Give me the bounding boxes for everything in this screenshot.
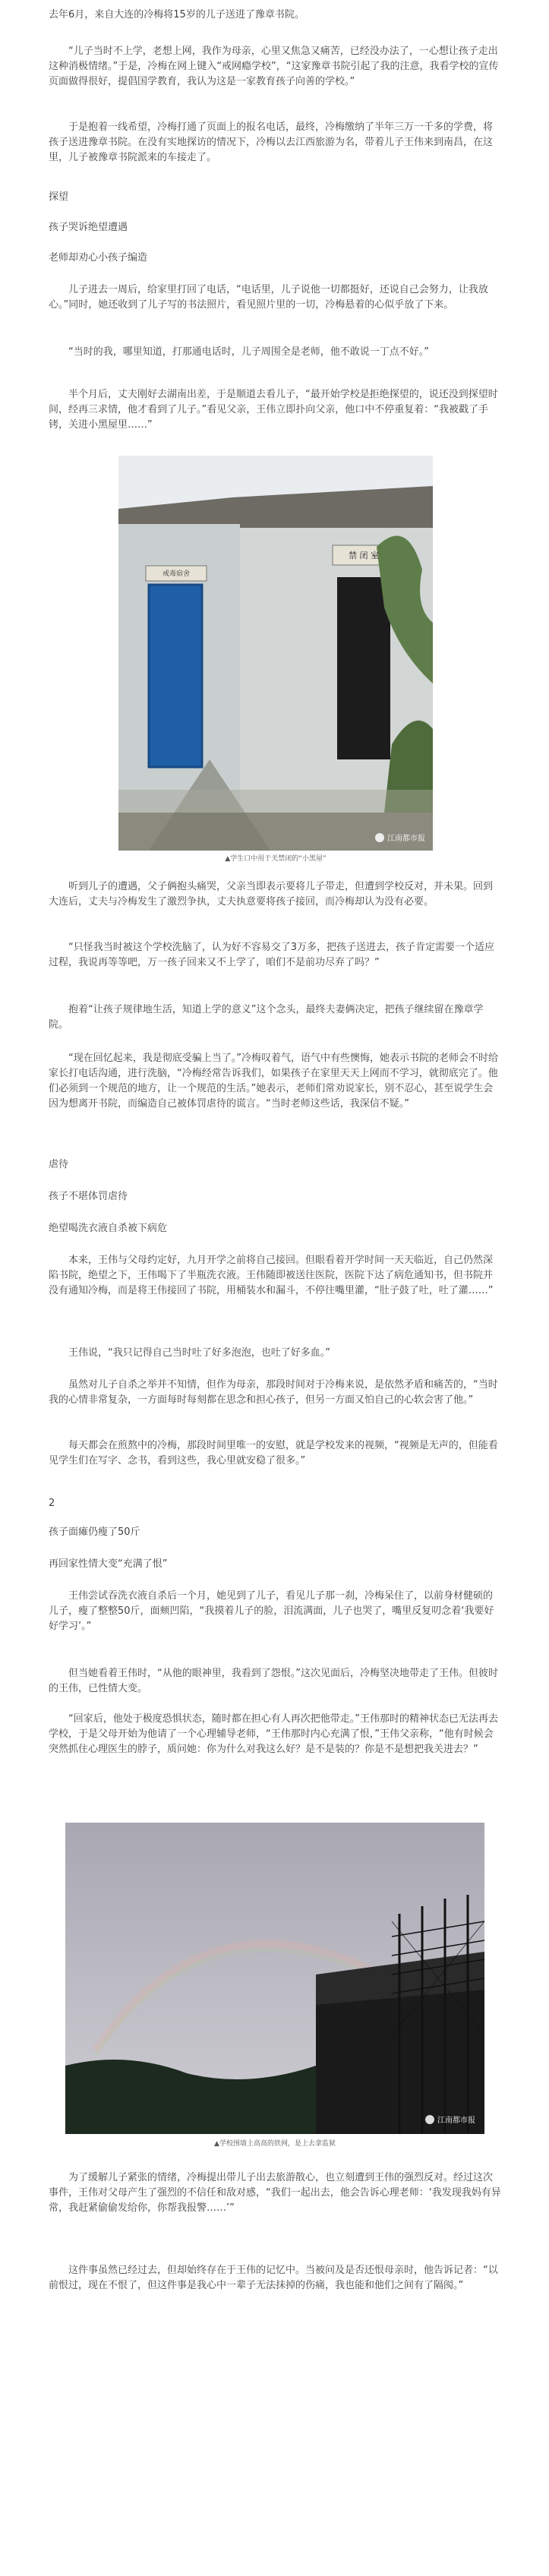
door-sign-right: 禁 闭 室: [349, 551, 379, 560]
paragraph: “儿子当时不上学，老想上网，我作为母亲，心里又焦急又痛苦，已经没办法了，一心想让孩子走出这种消极情绪。”于是，冷梅在网上键入“戒网瘾学校”，“这家豫章书院引起了我的注意，我看学校的宣传页面做得很好，提倡国学教育，我认为这是一家教育孩子向善的学校。”: [49, 46, 499, 87]
watermark-text: 江南都市报: [387, 835, 425, 843]
paragraph: 每天都会在煎熬中的冷梅，那段时间里唯一的安慰，就是学校发来的视频，“视频是无声的，但能看见学生们在写字、念书，看到这些，我心里就安稳了很多。”: [49, 1440, 498, 1466]
section-subheading: 孩子哭诉绝望遭遇: [49, 222, 128, 233]
paragraph: “只怪我当时被这个学校洗脑了，认为好不容易交了3万多，把孩子送进去，孩子肯定需要一个适应过程，我说再等等吧，万一孩子回来又不上学了，咱们不是前功尽弃了吗？”: [49, 942, 495, 968]
section-subheading: 孩子不堪体罚虐待: [49, 1191, 128, 1202]
door-sign-left: 戒毒宿舍: [162, 570, 190, 578]
watermark-logo-icon: [425, 2115, 434, 2124]
photo-caption: ▲学生口中用于关禁闭的“小黑屋”: [225, 855, 327, 863]
paragraph: 虽然对儿子自杀之举并不知情，但作为母亲，那段时间对于冷梅来说，是依然矛盾和痛苦的，“当时我的心情非常复杂，一方面每时每刻都在思念和担心孩子，但另一方面又怕自己的心软会害了他。”: [49, 1379, 498, 1406]
watermark: [375, 832, 425, 843]
paragraph: 于是抱着一线希望，冷梅打通了页面上的报名电话，最终，冷梅缴纳了半年三万一千多的学费，将孩子送进豫章书院。在没有实地探访的情况下，冷梅以去江西旅游为名，带着儿子王伟来到南昌，在这里，儿子被豫章书院派来的车接走了。: [49, 122, 494, 163]
photo-caption: ▲学校围墙上高高的铁网，是上去拿监狱: [214, 2140, 336, 2148]
paragraph: 为了缓解儿子紧张的情绪，冷梅提出带儿子出去旅游散心，也立刻遭到王伟的强烈反对。经过这次事件，王伟对父母产生了强烈的不信任和敌对感，“我们一起出去，他会告诉心理老师：‘我发现我妈有异常，我赶紧偷偷发给你，你帮我报警……’”: [49, 2172, 501, 2214]
paragraph: “现在回忆起来，我是彻底受骗上当了。”冷梅叹着气，语气中有些懊悔，她表示书院的老师会不时给家长打电话沟通，进行洗脑，“冷梅经常告诉我们，如果孩子在家里天天上网而不学习，就彻底完了。他们必须到一个规范的地方，让一个规范的生活。”她表示，老师们常劝说家长，别不忍心，甚至说学生会因为想离开书院，而编造自己被体罚虐待的谎言。“当时老师这些话，我深信不疑。”: [49, 1053, 498, 1110]
paragraph: 听到儿子的遭遇，父子俩抱头痛哭，父亲当即表示要将儿子带走，但遭到学校反对，并未果。回到大连后，丈夫与冷梅发生了激烈争执，丈夫执意要将孩子接回，而冷梅却认为没有必要。: [49, 881, 494, 908]
paragraph: 抱着“让孩子规律地生活，知道上学的意义”这个念头，最终夫妻俩决定，把孩子继续留在豫章学院。: [49, 1004, 484, 1031]
watermark: [425, 2114, 475, 2125]
paragraph: 但当她看着王伟时，“从他的眼神里，我看到了怨恨。”这次见面后，冷梅坚决地带走了王伟。但彼时的王伟，已性情大变。: [49, 1668, 498, 1694]
school-wall-illustration: [65, 1823, 484, 2134]
intro-paragraph: 去年6月，来自大连的冷梅将15岁的儿子送进了豫章书院。: [49, 9, 304, 21]
section-heading: 探望: [49, 191, 69, 203]
photo-black-room: [118, 456, 433, 851]
section-subheading: 绝望喝洗衣液自杀被下病危: [49, 1223, 168, 1234]
paragraph: 儿子进去一周后，给家里打回了电话，“电话里，儿子说他一切都挺好，还说自己会努力，让我放心。”同时，她还收到了儿子写的书法照片，看见照片里的一切，冷梅悬着的心似乎放了下来。: [49, 284, 488, 311]
photo-school-wall: [65, 1823, 484, 2134]
section-subheading: 再回家性情大变“充满了恨”: [49, 1558, 168, 1570]
paragraph: 本来，王伟与父母约定好，九月开学之前将自己接回。但眼看着开学时间一天天临近，自己仍然深陷书院，绝望之下，王伟喝下了半瓶洗衣液。王伟随即被送往医院，医院下达了病危通知书，但书院并没有通知冷梅，而是将王伟接回了书院，用桶装水和漏斗，不停往嘴里灌，“肚子鼓了吐，吐了灌……”: [49, 1255, 494, 1296]
paragraph: 王伟说，“我只记得自己当时吐了好多泡泡，也吐了好多血。”: [68, 1347, 330, 1359]
paragraph: 这件事虽然已经过去，但却始终存在于王伟的记忆中。当被问及是否还恨母亲时，他告诉记者：“以前恨过，现在不恨了，但这件事是我心中一辈子无法抹掉的伤痛，我也能和他们之间有了隔阂。”: [49, 2265, 498, 2291]
watermark-text: 江南都市报: [437, 2117, 475, 2125]
black-room-illustration: [118, 456, 433, 851]
paragraph: 半个月后，丈夫刚好去湖南出差，于是顺道去看儿子，“最开始学校是拒绝探望的，说还没到探望时间，经再三求情，他才看到了儿子。”看见父亲，王伟立即扑向父亲，他口中不停重复着：“我被戳了手铐，关进小黑屋里……”: [49, 389, 498, 431]
section-subheading: 老师却劝心小孩子编造: [49, 252, 148, 264]
section-number: 2: [49, 1498, 55, 1509]
paragraph: “当时的我，哪里知道，打那通电话时，儿子周围全是老师，他不敢说一丁点不好。”: [68, 346, 429, 358]
paragraph: “回家后，他处于极度恐惧状态，随时都在担心有人再次把他带走。”王伟那时的精神状态已无法再去学校，于是父母开始为他请了一个心理辅导老师，“王伟那时内心充满了恨，”王伟父亲称，“他有时候会突然抓住心理医生的脖子，质问她：你为什么对我这么好？是不是装的？你是不是想把我关进去？”: [49, 1713, 498, 1755]
section-subheading: 孩子面瘫仍瘦了50斤: [49, 1526, 140, 1538]
watermark-logo-icon: [375, 833, 384, 842]
section-heading: 虐待: [49, 1159, 69, 1170]
paragraph: 王伟尝试吞洗衣液自杀后一个月，她见到了儿子，看见儿子那一刹，冷梅呆住了，以前身材健硕的儿子，瘦了整整50斤，面颊凹陷，“我摸着儿子的脸，泪流满面，儿子也哭了，嘴里反复叨念着‘我要好好学习’。”: [49, 1590, 494, 1632]
